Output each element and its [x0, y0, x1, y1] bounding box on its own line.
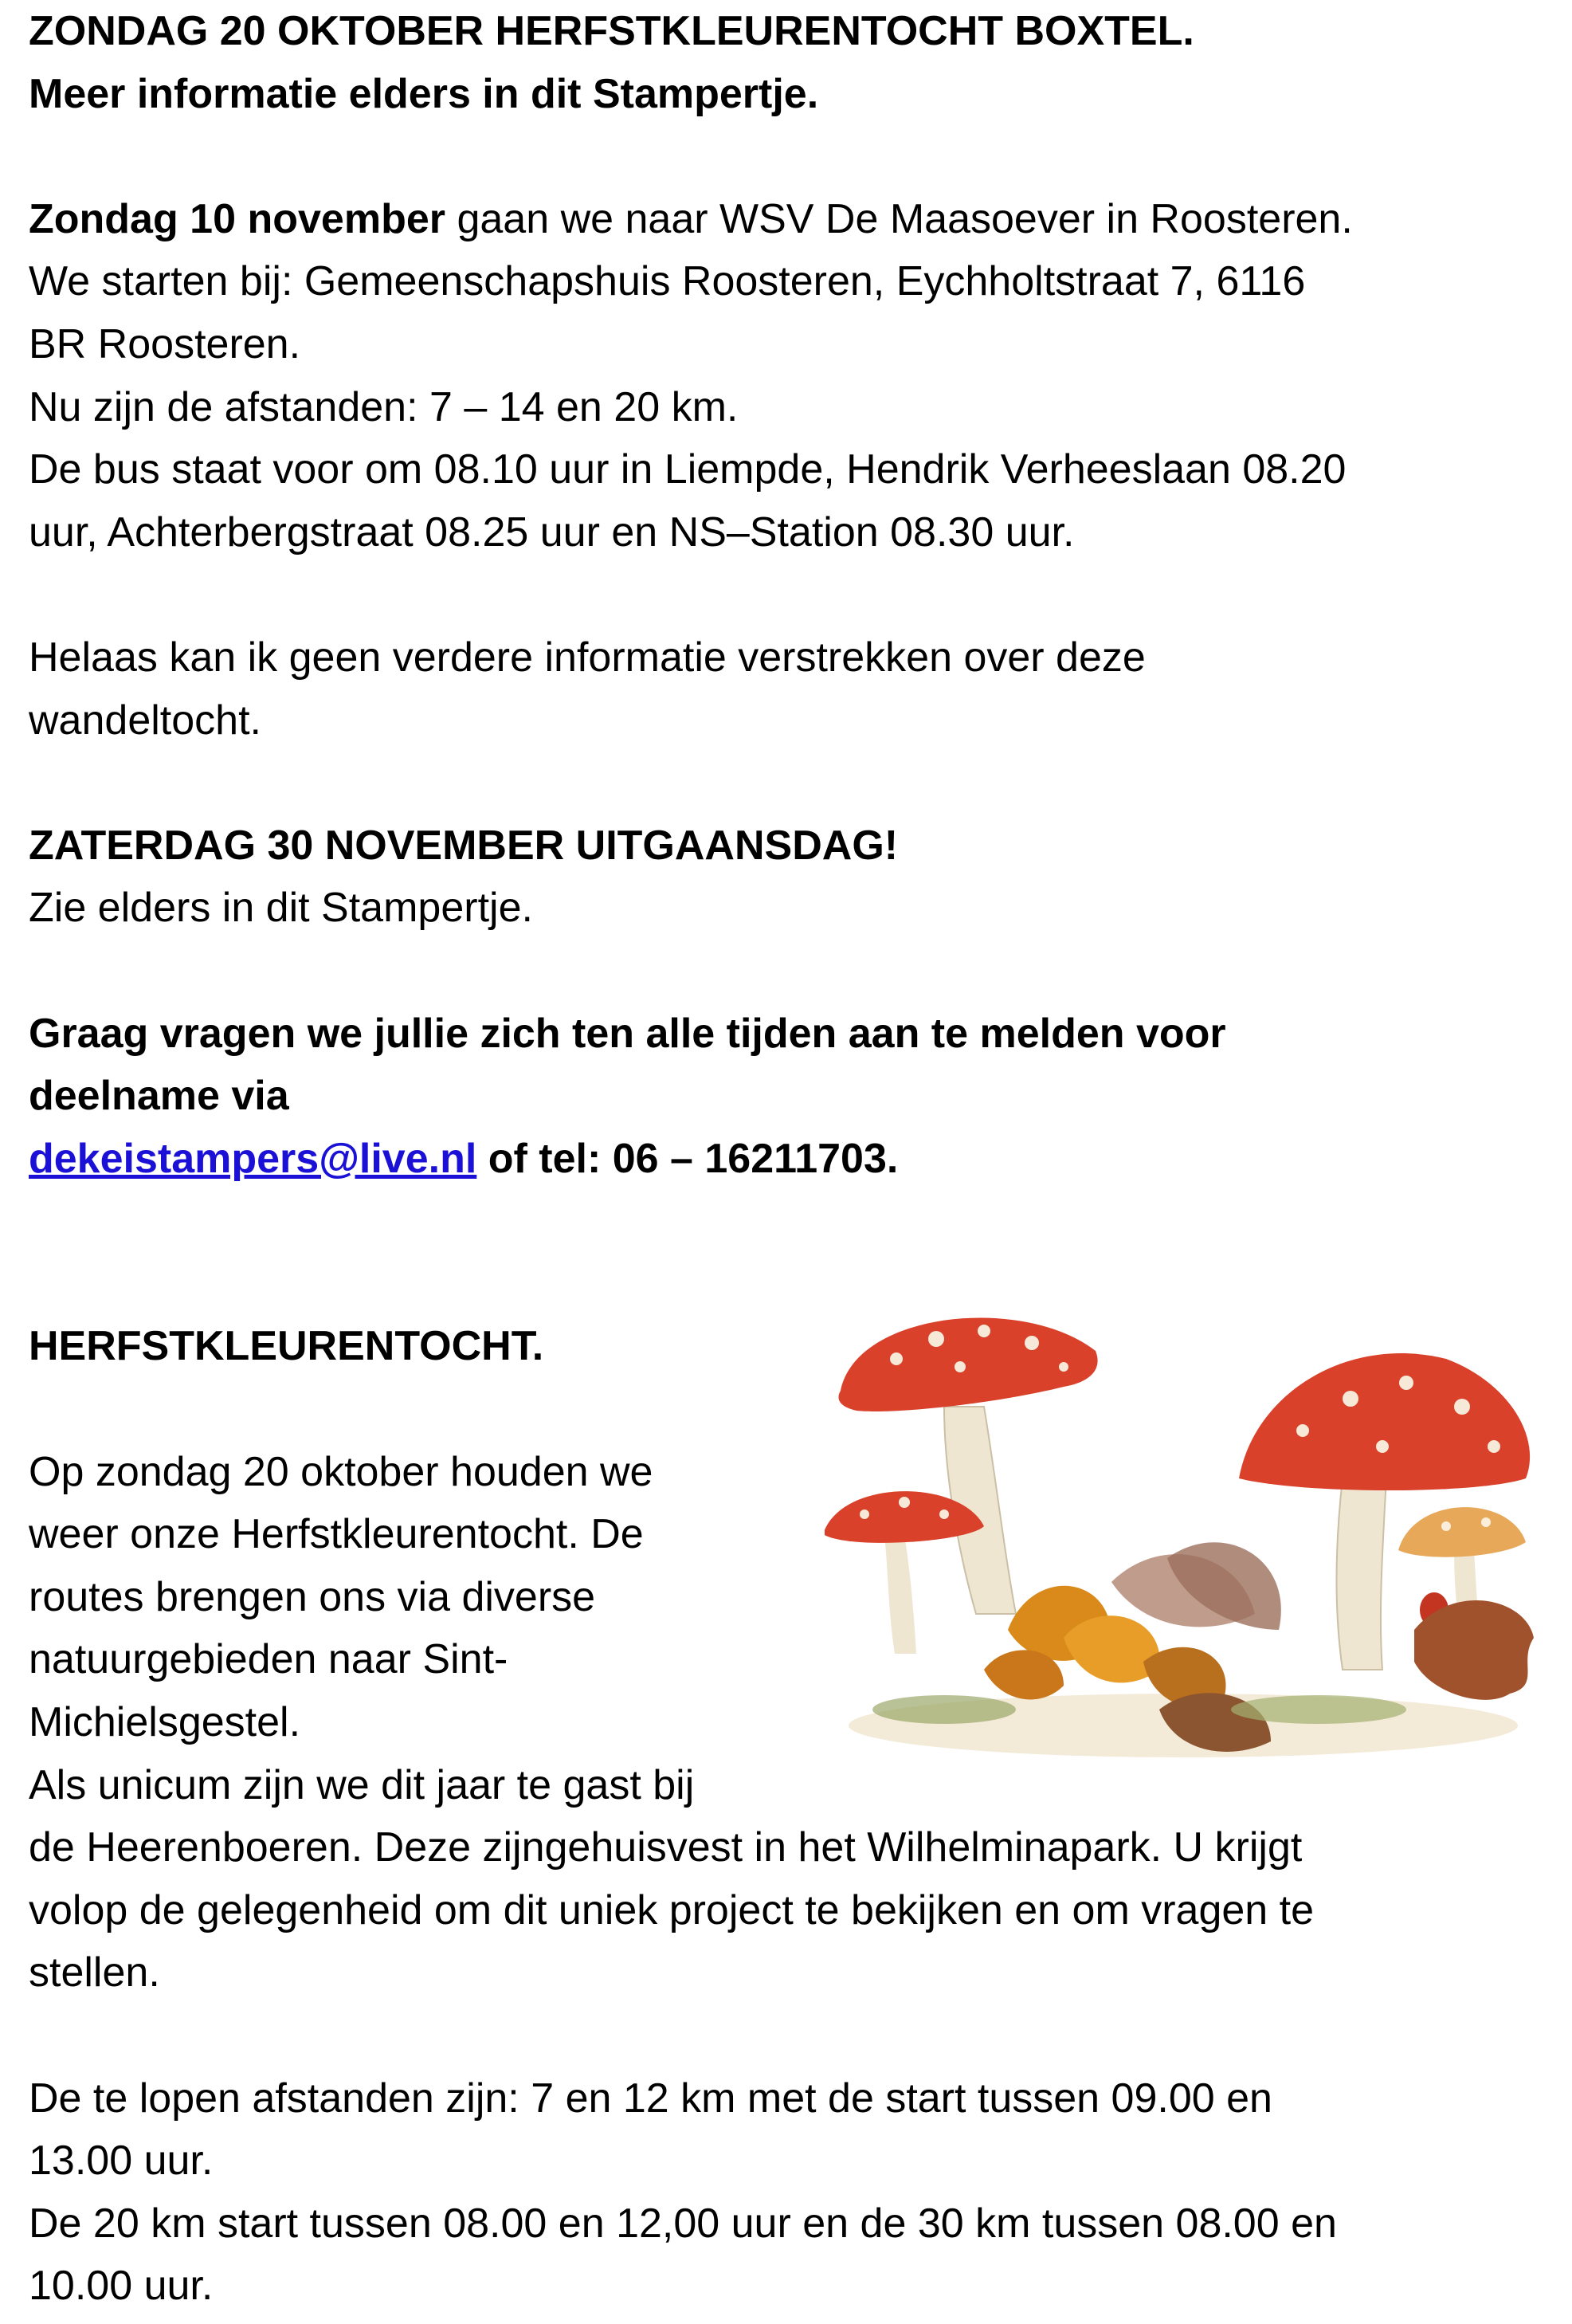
description-line5: Michielsgestel.	[29, 1699, 301, 1746]
bus-times-line2: uur, Achterbergstraat 08.25 uur en NS–Station 08.30 uur.	[29, 508, 1075, 555]
mushrooms-illustration	[825, 1295, 1542, 1765]
no-info-line2: wandeltocht.	[29, 697, 261, 744]
description-line1: Op zondag 20 oktober houden we	[29, 1448, 653, 1495]
spacer	[29, 752, 1543, 815]
document-page	[29, 0, 1543, 2318]
start-times-line4: 10.00 uur.	[29, 2263, 214, 2310]
event-heading-boxtel: ZONDAG 20 OKTOBER HERFSTKLEURENTOCHT BOXTEL.	[29, 8, 1194, 54]
start-location-line1: We starten bij: Gemeenschapshuis Roosteren, Eychholtstraat 7, 6116	[29, 258, 1306, 305]
description-line4: natuurgebieden naar Sint-	[29, 1636, 508, 1683]
spacer	[29, 2004, 1543, 2067]
start-times-line2: 13.00 uur.	[29, 2138, 214, 2185]
outing-day-text: Zie elders in dit Stampertje.	[29, 885, 533, 932]
unicum-line1: Als unicum zijn we dit jaar te gast bij	[29, 1761, 695, 1808]
start-location-line2: BR Roosteren.	[29, 320, 301, 367]
spacer	[29, 1190, 1543, 1253]
start-times-line1: De te lopen afstanden zijn: 7 en 12 km met de start tussen 09.00 en	[29, 2075, 1272, 2122]
spacer	[29, 563, 1543, 626]
start-times-line3: De 20 km start tussen 08.00 en 12,00 uur en de 30 km tussen 08.00 en	[29, 2200, 1337, 2247]
outing-day-heading: ZATERDAG 30 NOVEMBER UITGAANSDAG!	[29, 822, 899, 869]
roosteren-intro	[29, 188, 1543, 251]
roosteren-intro-rest: gaan we naar WSV De Maasoever in Roosteren.	[445, 195, 1353, 242]
spacer	[29, 940, 1543, 1003]
unicum-line4: stellen.	[29, 1949, 160, 1996]
no-info-line1: Helaas kan ik geen verdere informatie verstrekken over deze	[29, 634, 1146, 681]
email-link[interactable]: dekeistampers@live.nl	[29, 1135, 477, 1182]
bus-times-line1: De bus staat voor om 08.10 uur in Liempde, Hendrik Verheeslaan 08.20	[29, 446, 1347, 493]
registration-line2: deelname via	[29, 1073, 289, 1120]
phone-text: of tel: 06 – 16211703.	[476, 1135, 899, 1182]
herfstkleurentocht-heading: HERFSTKLEURENTOCHT.	[29, 1323, 544, 1370]
spacer	[29, 125, 1543, 188]
more-info-line: Meer informatie elders in dit Stampertje.	[29, 70, 819, 117]
unicum-line3: volop de gelegenheid om dit uniek project te bekijken en om vragen te	[29, 1886, 1315, 1933]
description-line2: weer onze Herfstkleurentocht. De	[29, 1511, 644, 1558]
description-line3: routes brengen ons via diverse	[29, 1573, 596, 1620]
distances-line: Nu zijn de afstanden: 7 – 14 en 20 km.	[29, 383, 739, 430]
roosteren-date: Zondag 10 november	[29, 195, 445, 242]
registration-line1: Graag vragen we jullie zich ten alle tijden aan te melden voor	[29, 1010, 1226, 1057]
unicum-line2: de Heerenboeren. Deze zijngehuisvest in het Wilhelminapark. U krijgt	[29, 1824, 1303, 1871]
contact-line	[29, 1128, 1543, 1191]
